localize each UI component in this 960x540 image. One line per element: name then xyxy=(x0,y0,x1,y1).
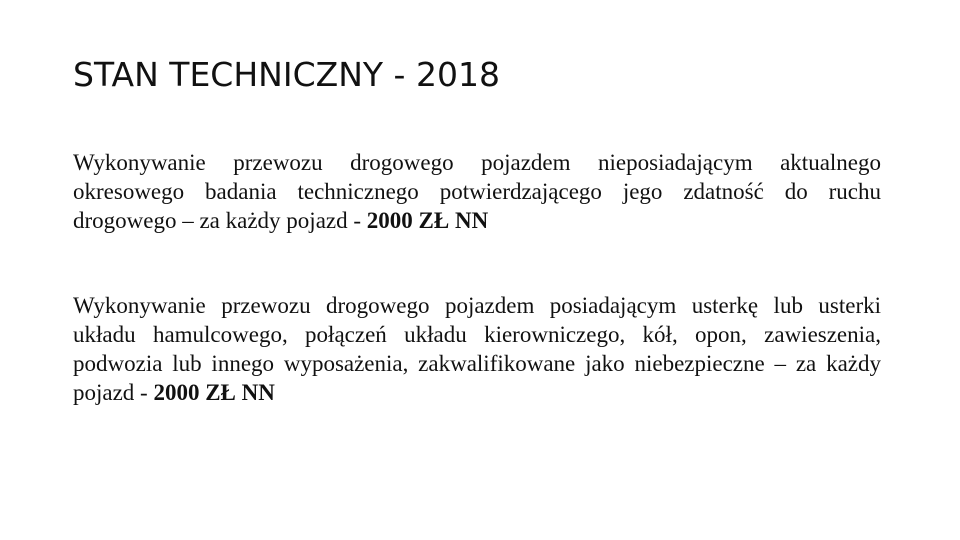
paragraph-text: Wykonywanie przewozu drogowego pojazdem posiadającym usterkę lub usterki układu hamulcowego, połączeń układu kierowniczego, kół, opon, zawieszenia, podwozia lub innego wyposażenia, zakwalifikowane jako niebezpieczne – za każdy pojazd - xyxy=(73,293,881,405)
paragraph-text: Wykonywanie przewozu drogowego pojazdem nieposiadającym aktualnego okresowego badania technicznego potwierdzającego jego zdatność do ruchu drogowego – za każdy pojazd - xyxy=(73,150,881,233)
penalty-paragraph-inspection xyxy=(73,148,881,235)
penalty-amount: 2000 ZŁ NN xyxy=(153,380,275,405)
penalty-paragraph-defects xyxy=(73,291,881,407)
slide-title: STAN TECHNICZNY - 2018 xyxy=(73,55,500,94)
penalty-amount: 2000 ZŁ NN xyxy=(366,208,489,233)
